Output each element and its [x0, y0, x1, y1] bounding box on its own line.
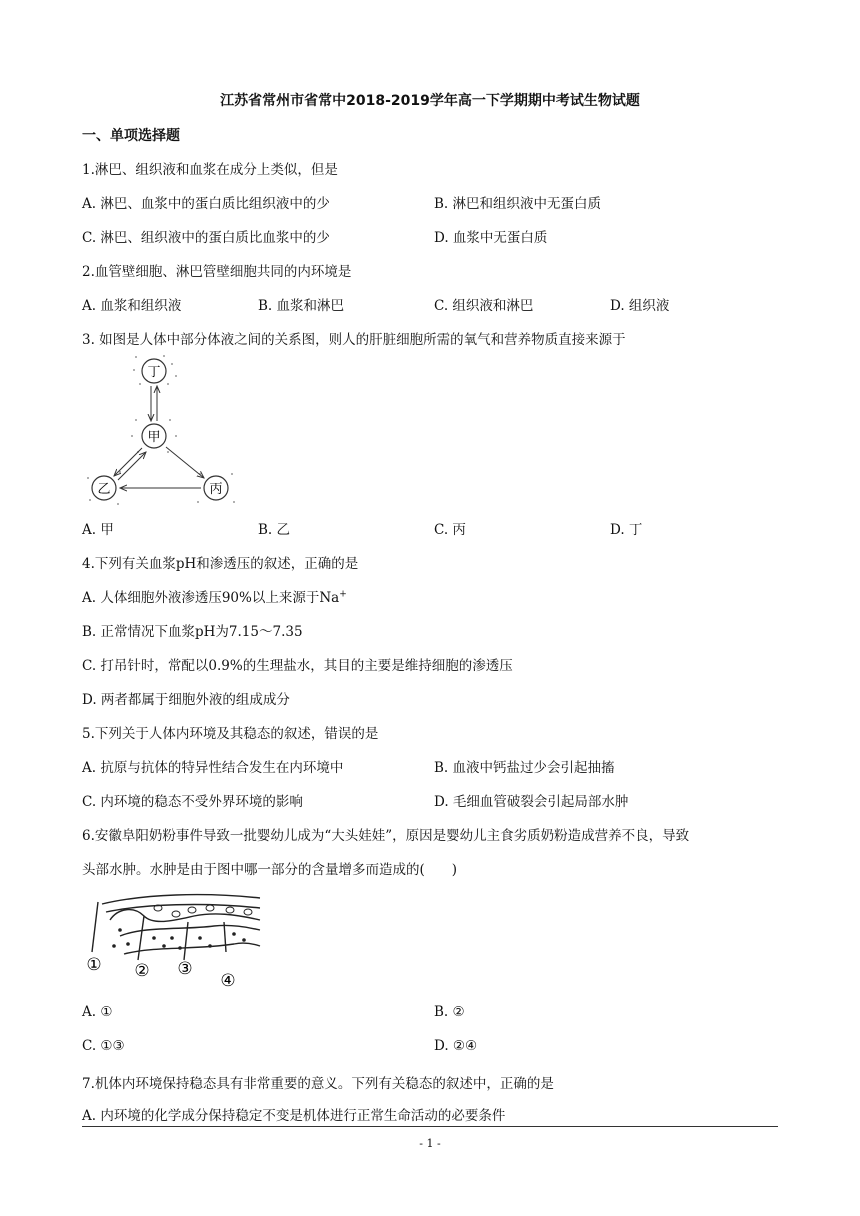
- question-1-stem: 1.淋巴、组织液和血浆在成分上类似，但是: [82, 162, 338, 178]
- sodium-charge-superscript: +: [339, 589, 347, 600]
- question-4-stem: 4.下列有关血浆pH和渗透压的叙述，正确的是: [82, 556, 359, 572]
- question-2-option-a: A. 血浆和组织液: [82, 298, 182, 314]
- question-6-option-c: C. ①③: [82, 1038, 125, 1054]
- question-2-option-d: D. 组织液: [610, 298, 670, 314]
- question-3-option-c: C. 丙: [434, 522, 466, 538]
- question-2-stem: 2.血管壁细胞、淋巴管壁细胞共同的内环境是: [82, 264, 352, 280]
- body-fluid-relationship-figure: [84, 354, 244, 510]
- question-3-option-b: B. 乙: [258, 522, 291, 538]
- question-5-option-c: C. 内环境的稳态不受外界环境的影响: [82, 794, 303, 810]
- question-5-option-b: B. 血液中钙盐过少会引起抽搐: [434, 760, 615, 776]
- page-number: - 1 -: [419, 1137, 441, 1150]
- question-4-option-a: [82, 586, 347, 606]
- question-6-option-d: D. ②④: [434, 1038, 478, 1054]
- question-1-option-a: A. 淋巴、血浆中的蛋白质比组织液中的少: [82, 196, 330, 212]
- footer-divider: [82, 1126, 778, 1127]
- question-7-stem: 7.机体内环境保持稳态具有非常重要的意义。下列有关稳态的叙述中，正确的是: [82, 1076, 554, 1092]
- figure-node-bing: 丙: [209, 482, 223, 497]
- figure-node-jia: 甲: [147, 430, 161, 445]
- question-5-stem: 5.下列关于人体内环境及其稳态的叙述，错误的是: [82, 726, 379, 742]
- question-3-stem: 3. 如图是人体中部分体液之间的关系图，则人的肝脏细胞所需的氧气和营养物质直接来源于: [82, 332, 626, 348]
- question-5-option-d: D. 毛细血管破裂会引起局部水肿: [434, 794, 629, 810]
- question-3-option-a: A. 甲: [82, 522, 114, 538]
- question-2-option-c: C. 组织液和淋巴: [434, 298, 534, 314]
- question-1-option-c: C. 淋巴、组织液中的蛋白质比血浆中的少: [82, 230, 330, 246]
- question-1-option-b: B. 淋巴和组织液中无蛋白质: [434, 196, 602, 212]
- question-4-option-d: D. 两者都属于细胞外液的组成成分: [82, 692, 290, 708]
- section-heading: 一、单项选择题: [82, 128, 180, 144]
- question-6-stem-line-1: 6.安徽阜阳奶粉事件导致一批婴幼儿成为“大头娃娃”，原因是婴幼儿主食劣质奶粉造成营养不良，导致: [82, 828, 690, 844]
- figure-label-1: ①: [86, 955, 102, 975]
- question-1-option-d: D. 血浆中无蛋白质: [434, 230, 548, 246]
- figure-node-yi: 乙: [97, 482, 111, 497]
- question-5-option-a: A. 抗原与抗体的特异性结合发生在内环境中: [82, 760, 344, 776]
- question-4-option-b: B. 正常情况下血浆pH为7.15～7.35: [82, 624, 303, 640]
- question-6-option-b: B. ②: [434, 1004, 465, 1020]
- question-7-option-a: A. 内环境的化学成分保持稳定不变是机体进行正常生命活动的必要条件: [82, 1108, 506, 1124]
- figure-node-ding: 丁: [147, 365, 161, 380]
- question-6-option-a: A. ①: [82, 1004, 113, 1020]
- question-2-option-b: B. 血浆和淋巴: [258, 298, 345, 314]
- tissue-fluid-figure: [84, 886, 264, 994]
- figure-label-2: ②: [134, 961, 150, 981]
- page-title: 江苏省常州市省常中2018-2019学年高一下学期期中考试生物试题: [220, 93, 640, 109]
- question-3-option-d: D. 丁: [610, 522, 643, 538]
- question-6-stem-line-2: 头部水肿。水肿是由于图中哪一部分的含量增多而造成的( ): [82, 862, 458, 878]
- figure-label-4: ④: [220, 971, 236, 991]
- question-4-option-a-text: A. 人体细胞外液渗透压90%以上来源于Na: [82, 590, 340, 606]
- question-4-option-c: C. 打吊针时，常配以0.9%的生理盐水，其目的主要是维持细胞的渗透压: [82, 658, 513, 674]
- figure-label-3: ③: [177, 959, 193, 979]
